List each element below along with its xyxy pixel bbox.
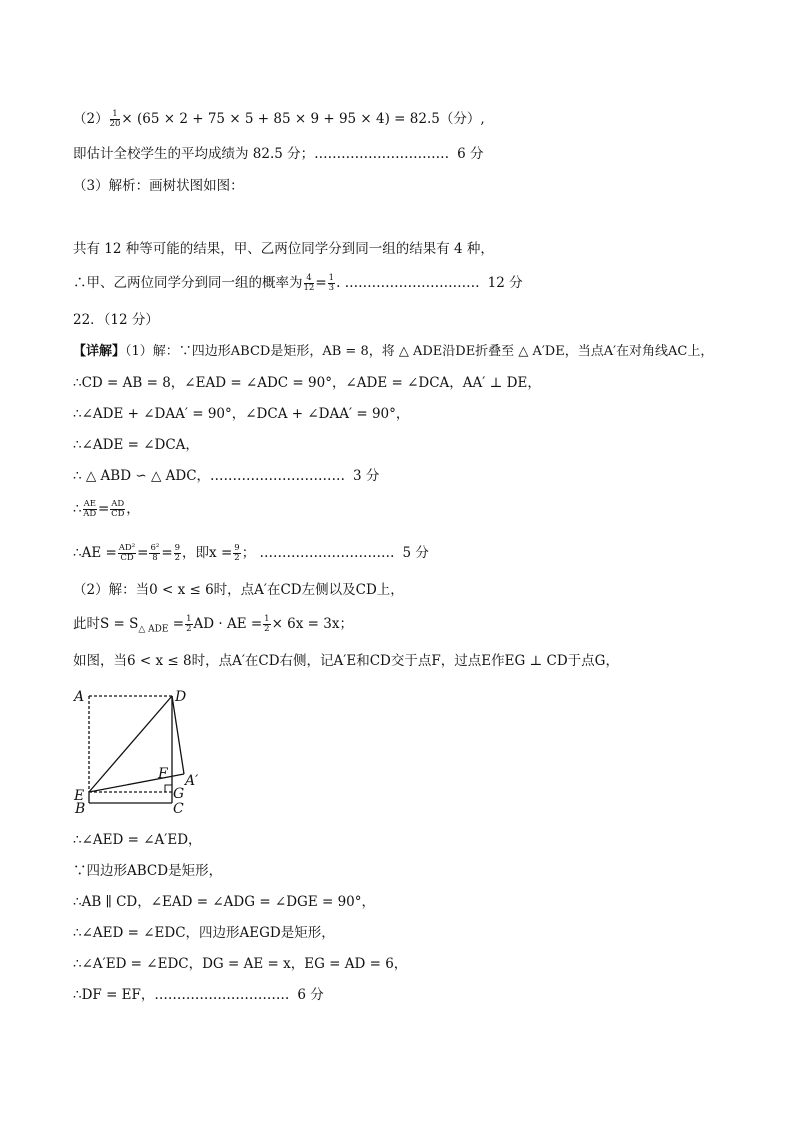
fraction-numerator: 4 [304, 274, 315, 284]
similar-triangles-line [73, 467, 379, 485]
leader-dots: ………………………… [344, 275, 480, 291]
area-formula-line [73, 615, 353, 639]
line-text: 共有 12 种等可能的结果，甲、乙两位同学分到同一组的结果有 4 种， [73, 241, 494, 257]
tree-diagram-intro [73, 177, 244, 195]
fraction-numerator: 1 [186, 614, 192, 624]
label-f: F [158, 766, 168, 782]
score-label: 3 分 [353, 468, 380, 484]
ratio-line [73, 500, 140, 519]
equals-sign: = [315, 275, 327, 291]
fraction [110, 110, 121, 129]
fraction-denominator: 2 [234, 553, 240, 563]
probability-line [73, 274, 523, 293]
fraction [83, 500, 97, 519]
line-text: ，即x = [182, 545, 233, 561]
detail-part-1-line [73, 343, 713, 361]
fraction-denominator: 12 [303, 283, 315, 293]
fraction-denominator: AD [83, 509, 97, 519]
line-text: （1）解：∵四边形ABCD是矩形，AB = 8，将 △ ADE沿DE折叠至 △ A′DE，当点A′在对角线AC上， [125, 344, 714, 359]
line-text: ∴甲、乙两位同学分到同一组的概率为 [73, 275, 303, 291]
rectangle-given-line [73, 862, 222, 880]
df-ef-line [73, 986, 324, 1004]
fraction [233, 544, 240, 563]
fraction-denominator: 2 [174, 553, 181, 563]
fraction-numerator: 1 [264, 614, 270, 624]
line-text: ∴∠ADE + ∠DAA′ = 90°，∠DCA + ∠DAA′ = 90°， [73, 406, 410, 422]
label-d: D [175, 689, 187, 705]
punctuation: . [336, 275, 341, 291]
subscript: △ ADE [138, 624, 169, 635]
parallel-line [73, 893, 375, 911]
label-c: C [173, 801, 184, 817]
line-text: ∴DF = EF， [73, 987, 155, 1003]
fraction [185, 615, 192, 634]
line-text: 即估计全校学生的平均成绩为 82.5 分； [73, 146, 315, 162]
fraction-denominator: 2 [186, 624, 192, 634]
fraction-numerator: 1 [110, 110, 121, 120]
fraction [263, 615, 270, 634]
angle-equality-line [73, 831, 202, 849]
rectangle-aegd-line [73, 924, 335, 942]
segment-da-prime [172, 696, 184, 774]
question-22-header [73, 311, 159, 329]
line-text: 如图，当6 < x ≤ 8时，点A′在CD右侧，记A′E和CD交于点F，过点E作EG ⊥ CD于点G， [73, 653, 619, 669]
step-line-1 [73, 374, 541, 392]
line-text: ∴∠AED = ∠EDC，四边形AEGD是矩形， [73, 925, 335, 941]
leader-dots: ………………………… [314, 146, 450, 162]
label-a: A [74, 689, 85, 705]
score-label: 12 分 [487, 275, 523, 291]
fraction [110, 500, 125, 519]
label-g: G [173, 786, 185, 802]
fraction [174, 544, 181, 563]
line-text: ∴∠AED = ∠A′ED， [73, 832, 202, 848]
line-text: ∴∠ADE = ∠DCA， [73, 437, 199, 453]
fraction-numerator: AE [83, 499, 96, 509]
line-text: ∴AB ∥ CD，∠EAD = ∠ADG = ∠DGE = 90°， [73, 894, 376, 910]
part-2-case-2-line [73, 652, 619, 670]
step-line-2 [73, 405, 409, 423]
fraction-denominator: 3 [328, 283, 335, 293]
fraction-denominator: 2 [264, 624, 270, 634]
step-line-3 [73, 436, 199, 454]
fraction-numerator: 6² [150, 543, 160, 553]
line-text: 此时S = S [73, 616, 139, 632]
line-text: ∴AE = [73, 545, 117, 561]
part-2-case-1-line [73, 581, 404, 599]
lengths-line [73, 955, 407, 973]
line-text: （3）解析：画树状图如图： [73, 178, 244, 194]
fraction-numerator: 9 [234, 543, 240, 553]
fraction-numerator: AD² [118, 543, 136, 553]
score-label: 6 分 [297, 987, 324, 1003]
fraction-denominator: 8 [152, 553, 158, 563]
fraction-denominator: 20 [109, 119, 121, 129]
question-number: 22．（12 分） [73, 312, 159, 328]
leader-dots: ………………………… [259, 545, 395, 561]
line-text: ∴∠A′ED = ∠EDC，DG = AE = x，EG = AD = 6， [73, 956, 408, 972]
line-text: ∴ △ ABD ∽ △ ADC， [73, 468, 211, 484]
therefore-sign: ∴ [73, 501, 82, 517]
fraction [304, 274, 315, 293]
outcomes-line [73, 240, 494, 258]
leader-dots: ………………………… [154, 987, 290, 1003]
fraction-numerator: AD [111, 499, 125, 509]
line-text: （2）解：当0 < x ≤ 6时，点A′在CD左侧以及CD上， [73, 582, 404, 598]
right-angle-mark [165, 785, 172, 792]
solution-line-2-expression [73, 110, 485, 129]
equals-sign: = [137, 545, 149, 561]
detail-label: 【详解】 [73, 344, 126, 359]
ae-value-line [73, 544, 429, 563]
label-e: E [74, 788, 85, 804]
line-text: ∴CD = AB = 8，∠EAD = ∠ADC = 90°，∠ADE = ∠DCA，AA′ ⊥ DE， [73, 375, 541, 391]
equals-sign: = [168, 616, 185, 632]
score-label: 5 分 [402, 545, 429, 561]
fraction-denominator: CD [120, 553, 134, 563]
label-b: B [75, 801, 86, 817]
rectangle-fold-figure [72, 686, 212, 821]
fraction [118, 544, 136, 563]
line-text: ∵四边形ABCD是矩形， [73, 863, 223, 879]
line-text: × 6x = 3x； [271, 616, 353, 632]
punctuation: ； [241, 545, 256, 561]
label-a-prime: A′ [185, 773, 199, 789]
expression: × (65 × 2 + 75 × 5 + 85 × 9 + 95 × 4) = 82.5（分）, [121, 111, 485, 127]
punctuation: ， [126, 501, 140, 517]
part-label: （2） [73, 111, 109, 127]
fraction [149, 544, 160, 563]
line-text: AD · AE = [193, 616, 263, 632]
fraction-numerator: 1 [328, 273, 335, 283]
equals-sign: = [97, 501, 110, 517]
equals-sign: = [161, 545, 173, 561]
leader-dots: ………………………… [210, 468, 346, 484]
fraction-numerator: 9 [174, 543, 181, 553]
score-label: 6 分 [457, 146, 484, 162]
fraction [328, 274, 335, 293]
fraction-denominator: CD [111, 509, 125, 519]
segment-ea-prime [89, 774, 184, 792]
average-score-line [73, 145, 484, 163]
